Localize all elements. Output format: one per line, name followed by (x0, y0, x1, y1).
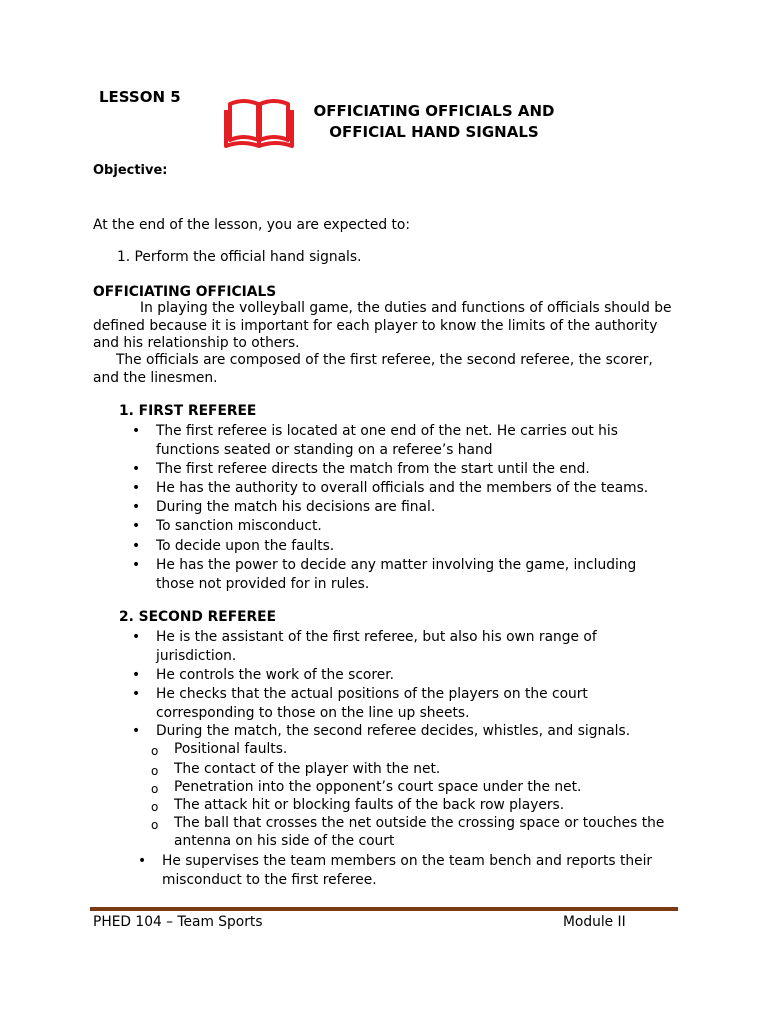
open-book-icon (224, 96, 294, 150)
bullet-icon: • (132, 629, 141, 645)
sub-list-item-text: The ball that crosses the net outside the crossing space or touches the antenna on his side of the court (174, 815, 665, 849)
list-item-text: He controls the work of the scorer. (156, 667, 395, 683)
bullet-icon: • (132, 686, 141, 702)
bullet-icon: • (132, 538, 141, 554)
second-referee-heading: 2. SECOND REFEREE (119, 609, 277, 625)
circle-bullet-icon: o (151, 782, 159, 796)
sub-list-item-text: Positional faults. (174, 741, 288, 757)
bullet-icon: • (132, 557, 141, 573)
section-heading-officiating: OFFICIATING OFFICIALS (93, 284, 277, 300)
first-referee-heading: 1. FIRST REFEREE (119, 403, 257, 419)
circle-bullet-icon: o (151, 744, 159, 758)
footer-course: PHED 104 – Team Sports (93, 914, 263, 930)
bullet-icon: • (132, 667, 141, 683)
list-item-text: During the match his decisions are final. (156, 499, 436, 515)
page-title (300, 101, 568, 143)
list-item-text: The first referee directs the match from the start until the end. (156, 461, 590, 477)
objective-heading: Objective: (93, 163, 168, 178)
circle-bullet-icon: o (151, 800, 159, 814)
title-line-2: OFFICIAL HAND SIGNALS (329, 123, 539, 141)
lesson-label: LESSON 5 (99, 88, 181, 106)
paragraph-officials: The officials are composed of the first referee, the second referee, the scorer, and the linesmen. (93, 352, 653, 386)
bullet-icon: • (132, 499, 141, 515)
footer-module: Module II (563, 914, 626, 930)
objective-item-1: 1. Perform the official hand signals. (117, 249, 362, 265)
list-item-text: He checks that the actual positions of the players on the court corresponding to those on the line up sheets. (156, 686, 588, 721)
sub-list-item-text: The attack hit or blocking faults of the back row players. (174, 797, 565, 813)
list-item-text: To decide upon the faults. (156, 538, 335, 554)
list-item-text: To sanction misconduct. (156, 518, 322, 534)
objective-intro: At the end of the lesson, you are expected to: (93, 217, 410, 233)
bullet-icon: • (132, 480, 141, 496)
list-item-text: The first referee is located at one end of the net. He carries out his functions seated or standing on a referee’s hand (156, 423, 618, 458)
title-line-1: OFFICIATING OFFICIALS AND (313, 102, 555, 120)
list-item-text: He supervises the team members on the team bench and reports their misconduct to the first referee. (162, 853, 653, 888)
list-item-text: He has the power to decide any matter involving the game, including those not provided for in rules. (156, 557, 637, 592)
bullet-icon: • (138, 853, 147, 869)
bullet-icon: • (132, 461, 141, 477)
list-item-text: During the match, the second referee decides, whistles, and signals. (156, 723, 631, 739)
circle-bullet-icon: o (151, 818, 159, 832)
list-item-text: He is the assistant of the first referee, but also his own range of jurisdiction. (156, 629, 597, 664)
paragraph-intro: In playing the volleyball game, the duties and functions of officials should be defined because it is important for each player to know the limits of the authority and his relationship to others. (93, 300, 672, 351)
bullet-icon: • (132, 723, 141, 739)
circle-bullet-icon: o (151, 764, 159, 778)
list-item-text: He has the authority to overall officials and the members of the teams. (156, 480, 649, 496)
sub-list-item-text: Penetration into the opponent’s court space under the net. (174, 779, 582, 795)
footer-divider (90, 907, 678, 911)
bullet-icon: • (132, 423, 141, 439)
bullet-icon: • (132, 518, 141, 534)
sub-list-item-text: The contact of the player with the net. (174, 761, 441, 777)
